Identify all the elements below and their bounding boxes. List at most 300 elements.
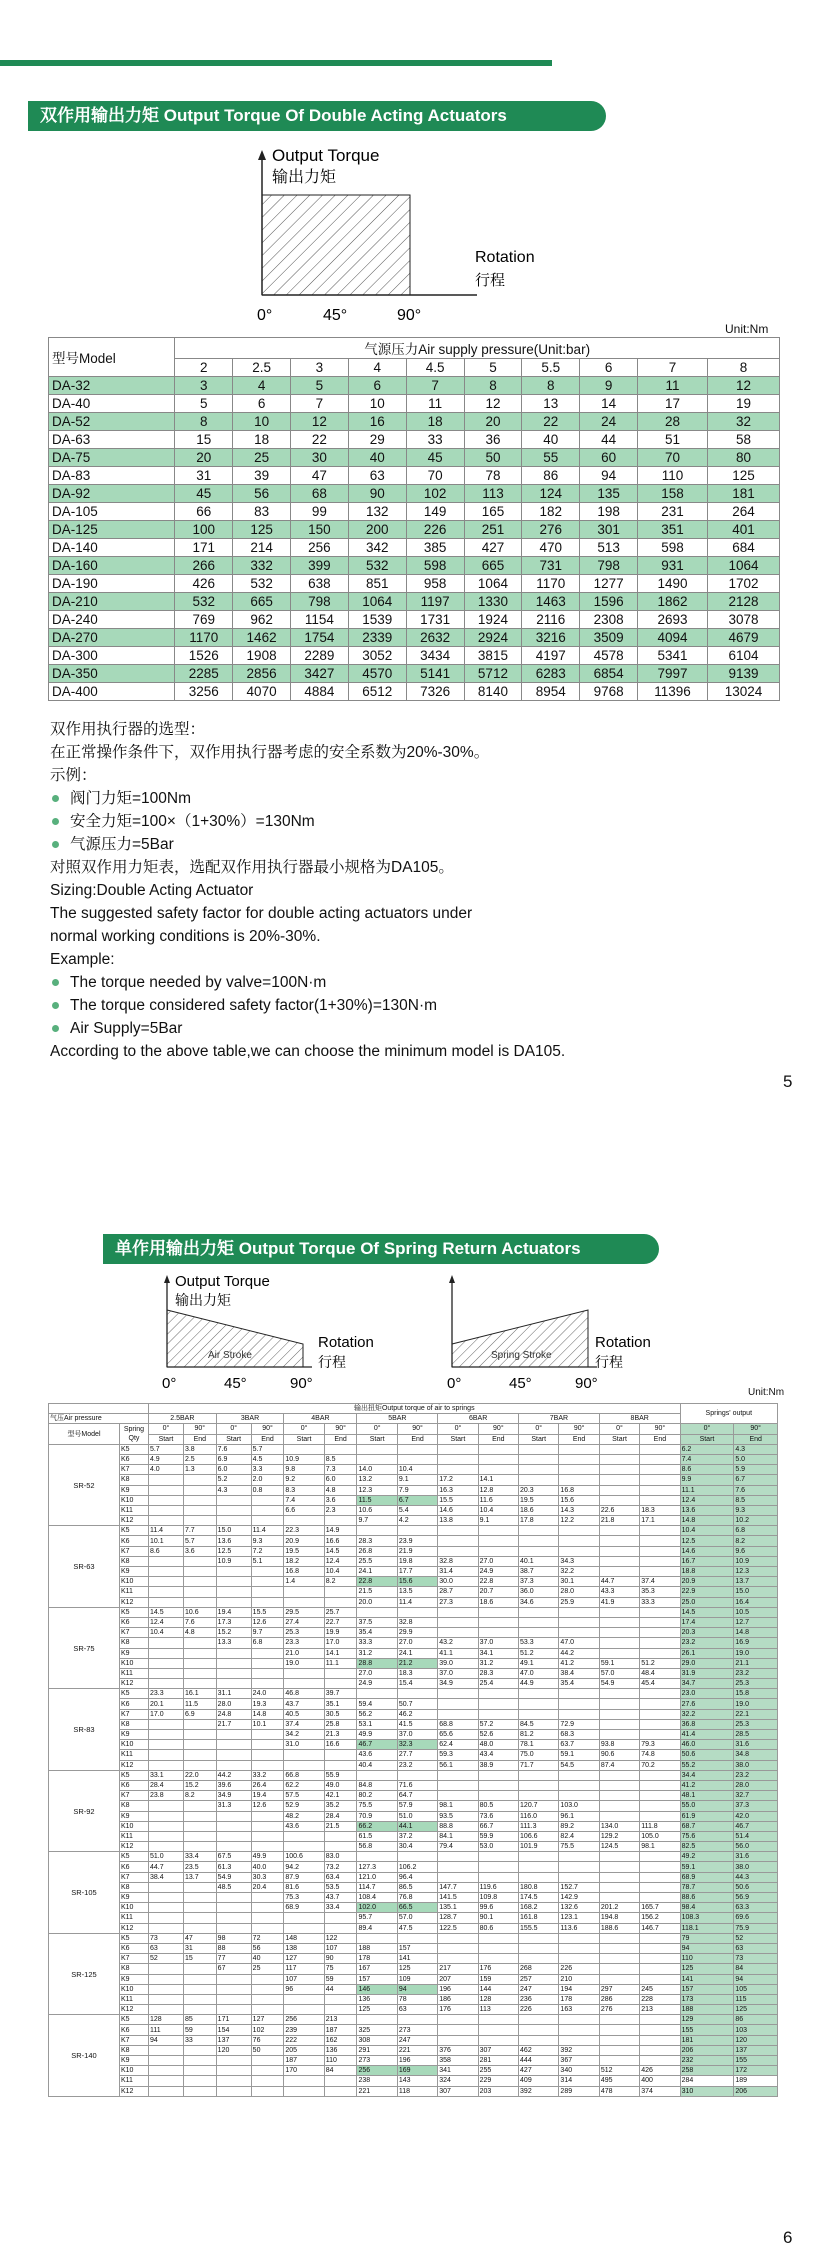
torque-cell: 25.9 xyxy=(559,1597,599,1607)
torque-cell: 239 xyxy=(284,2025,324,2035)
torque-cell: 45 xyxy=(406,449,464,467)
torque-cell: 15.4 xyxy=(397,1679,437,1689)
model-cell: SR-140 xyxy=(49,2015,120,2097)
tick-45: 45° xyxy=(224,1375,247,1392)
torque-cell: 18.3 xyxy=(640,1505,680,1515)
spring-output-cell: 10.5 xyxy=(734,1607,778,1617)
torque-cell xyxy=(438,2015,478,2025)
torque-cell xyxy=(183,1485,216,1495)
torque-cell xyxy=(640,1943,680,1953)
table-row xyxy=(49,1597,778,1607)
torque-cell: 25.8 xyxy=(324,1719,357,1729)
torque-cell: 7.4 xyxy=(284,1495,324,1505)
torque-cell: 18.6 xyxy=(478,1597,518,1607)
table-row xyxy=(49,2035,778,2045)
spring-output-cell: 38.0 xyxy=(734,1760,778,1770)
torque-cell: 102.0 xyxy=(357,1903,397,1913)
torque-cell xyxy=(284,1444,324,1454)
torque-cell xyxy=(148,1679,183,1689)
spring-output-cell: 103 xyxy=(734,2025,778,2035)
torque-cell xyxy=(599,1689,639,1699)
pressure-col-header: 4.5 xyxy=(406,359,464,377)
spring-output-cell: 68.9 xyxy=(680,1872,734,1882)
torque-cell: 10 xyxy=(348,395,406,413)
torque-cell: 409 xyxy=(519,2076,559,2086)
model-cell: DA-400 xyxy=(49,683,175,701)
torque-cell xyxy=(251,1516,284,1526)
torque-cell xyxy=(183,1577,216,1587)
torque-cell: 82.4 xyxy=(559,1831,599,1841)
table-row xyxy=(49,1842,778,1852)
spring-output-cell: 7.4 xyxy=(680,1454,734,1464)
table-row xyxy=(49,1648,778,1658)
torque-cell: 48.2 xyxy=(284,1811,324,1821)
torque-cell: 169 xyxy=(397,2066,437,2076)
torque-cell: 100 xyxy=(175,521,233,539)
spring-qty-cell: K8 xyxy=(119,1964,148,1974)
torque-cell: 25 xyxy=(233,449,291,467)
torque-cell xyxy=(216,1648,251,1658)
model-cell: DA-190 xyxy=(49,575,175,593)
torque-cell: 68 xyxy=(291,485,349,503)
torque-cell: 54.5 xyxy=(559,1760,599,1770)
torque-cell xyxy=(438,2035,478,2045)
torque-cell: 73.6 xyxy=(478,1811,518,1821)
torque-cell: 25.5 xyxy=(357,1556,397,1566)
torque-cell xyxy=(251,1974,284,1984)
torque-cell: 196 xyxy=(438,1984,478,1994)
torque-cell: 144 xyxy=(478,1984,518,1994)
torque-cell xyxy=(478,1872,518,1882)
model-cell: SR-75 xyxy=(49,1607,120,1689)
table-row xyxy=(49,377,780,395)
torque-cell: 28.3 xyxy=(478,1668,518,1678)
torque-cell: 63.4 xyxy=(324,1872,357,1882)
spring-qty-cell: K9 xyxy=(119,1974,148,1984)
torque-cell xyxy=(148,1923,183,1933)
torque-cell: 68.3 xyxy=(559,1730,599,1740)
start-end-header: Start xyxy=(680,1434,734,1444)
torque-cell: 81.2 xyxy=(519,1730,559,1740)
torque-cell: 90.6 xyxy=(599,1750,639,1760)
torque-cell: 21.7 xyxy=(216,1719,251,1729)
spring-qty-cell: K6 xyxy=(119,2025,148,2035)
torque-cell: 512 xyxy=(599,2066,639,2076)
torque-cell: 16.6 xyxy=(324,1740,357,1750)
spring-qty-cell: K12 xyxy=(119,1760,148,1770)
torque-cell: 63 xyxy=(348,467,406,485)
start-end-header: Start xyxy=(148,1434,183,1444)
torque-cell: 40 xyxy=(251,1954,284,1964)
table-row xyxy=(49,2015,778,2025)
torque-cell: 23.5 xyxy=(183,1862,216,1872)
torque-cell: 34.1 xyxy=(478,1648,518,1658)
torque-cell: 32.2 xyxy=(559,1567,599,1577)
torque-cell xyxy=(519,1699,559,1709)
torque-cell: 3052 xyxy=(348,647,406,665)
torque-cell xyxy=(148,1658,183,1668)
torque-cell: 59.1 xyxy=(599,1658,639,1668)
spring-output-cell: 157 xyxy=(680,1984,734,1994)
torque-cell: 142.9 xyxy=(559,1893,599,1903)
torque-cell xyxy=(519,1607,559,1617)
torque-cell: 28 xyxy=(638,413,708,431)
torque-cell: 8.2 xyxy=(324,1577,357,1587)
torque-cell xyxy=(251,2005,284,2015)
spring-qty-cell: K5 xyxy=(119,1526,148,1536)
torque-cell: 20 xyxy=(464,413,522,431)
torque-cell: 30 xyxy=(291,449,349,467)
torque-cell: 6512 xyxy=(348,683,406,701)
spring-output-cell: 41.2 xyxy=(680,1780,734,1790)
torque-cell: 14.0 xyxy=(357,1465,397,1475)
spring-output-cell: 129 xyxy=(680,2015,734,2025)
torque-cell xyxy=(148,1984,183,1994)
torque-cell xyxy=(148,2056,183,2066)
torque-cell: 21.0 xyxy=(284,1648,324,1658)
model-cell: DA-40 xyxy=(49,395,175,413)
degree-header: 0° xyxy=(216,1424,251,1434)
torque-cell: 214 xyxy=(233,539,291,557)
torque-cell: 37.3 xyxy=(519,1577,559,1587)
torque-cell xyxy=(216,1994,251,2004)
torque-cell: 276 xyxy=(599,2005,639,2015)
torque-cell xyxy=(216,1974,251,1984)
torque-cell xyxy=(251,1587,284,1597)
torque-cell: 163 xyxy=(559,2005,599,2015)
torque-cell xyxy=(519,2015,559,2025)
torque-cell: 125 xyxy=(233,521,291,539)
torque-cell xyxy=(478,1943,518,1953)
spring-qty-cell: K5 xyxy=(119,1444,148,1454)
torque-cell xyxy=(559,1689,599,1699)
torque-cell xyxy=(599,1556,639,1566)
torque-cell: 161.8 xyxy=(519,1913,559,1923)
spring-qty-cell: K10 xyxy=(119,1740,148,1750)
torque-cell xyxy=(216,1831,251,1841)
torque-cell: 53.1 xyxy=(357,1719,397,1729)
torque-cell: 6.7 xyxy=(397,1495,437,1505)
torque-cell xyxy=(251,2056,284,2066)
torque-cell: 13 xyxy=(522,395,580,413)
torque-cell: 65.6 xyxy=(438,1730,478,1740)
table-row xyxy=(49,1526,778,1536)
torque-cell: 1731 xyxy=(406,611,464,629)
torque-cell: 27.0 xyxy=(397,1638,437,1648)
torque-cell: 32.8 xyxy=(438,1556,478,1566)
torque-cell xyxy=(519,1770,559,1780)
torque-cell xyxy=(438,1954,478,1964)
torque-cell xyxy=(183,1974,216,1984)
torque-cell: 157 xyxy=(397,1943,437,1953)
torque-cell: 49.1 xyxy=(519,1658,559,1668)
spring-output-cell: 19.0 xyxy=(734,1648,778,1658)
en-safety-line-1: The suggested safety factor for double acting actuators under xyxy=(50,905,473,922)
torque-cell xyxy=(438,1454,478,1464)
double-acting-torque-table xyxy=(48,337,780,701)
torque-cell: 59.3 xyxy=(438,1750,478,1760)
torque-cell xyxy=(251,1577,284,1587)
table-row xyxy=(49,1699,778,1709)
torque-cell: 22.8 xyxy=(357,1577,397,1587)
torque-cell: 31.0 xyxy=(284,1740,324,1750)
torque-cell xyxy=(519,1852,559,1862)
model-cell: SR-125 xyxy=(49,1933,120,2015)
torque-cell: 11.6 xyxy=(478,1495,518,1505)
torque-cell: 513 xyxy=(580,539,638,557)
spring-output-cell: 172 xyxy=(734,2066,778,2076)
torque-cell xyxy=(148,1811,183,1821)
pressure-col-header: 5BAR xyxy=(357,1414,438,1424)
torque-cell xyxy=(640,1811,680,1821)
torque-cell: 70.2 xyxy=(640,1760,680,1770)
spring-output-cell: 55.2 xyxy=(680,1760,734,1770)
spring-qty-cell: K5 xyxy=(119,1933,148,1943)
torque-cell: 28.4 xyxy=(148,1780,183,1790)
spring-qty-label: Spring Qty xyxy=(119,1424,148,1444)
torque-cell: 798 xyxy=(291,593,349,611)
torque-cell: 59 xyxy=(324,1974,357,1984)
spring-output-cell: 155 xyxy=(680,2025,734,2035)
spring-output-cell: 36.8 xyxy=(680,1719,734,1729)
torque-cell xyxy=(397,1444,437,1454)
torque-cell: 6.0 xyxy=(324,1475,357,1485)
model-cell: DA-140 xyxy=(49,539,175,557)
spring-output-cell: 46.0 xyxy=(680,1740,734,1750)
start-end-header: End xyxy=(734,1434,778,1444)
torque-cell: 4.8 xyxy=(183,1628,216,1638)
table-row xyxy=(49,1536,778,1546)
torque-cell: 14.5 xyxy=(324,1546,357,1556)
torque-cell xyxy=(519,1475,559,1485)
torque-cell xyxy=(216,1913,251,1923)
torque-cell xyxy=(599,1444,639,1454)
torque-cell: 122 xyxy=(324,1933,357,1943)
torque-cell: 1526 xyxy=(175,647,233,665)
spring-output-cell: 141 xyxy=(680,1974,734,1984)
torque-cell: 213 xyxy=(324,2015,357,2025)
spring-stroke-label: Spring Stroke xyxy=(491,1350,552,1361)
torque-cell: 26.8 xyxy=(357,1546,397,1556)
torque-cell: 127 xyxy=(284,1954,324,1964)
torque-cell: 19 xyxy=(708,395,780,413)
torque-cell xyxy=(599,1943,639,1953)
torque-cell: 87.4 xyxy=(599,1760,639,1770)
torque-cell: 231 xyxy=(638,503,708,521)
torque-cell: 56.2 xyxy=(357,1709,397,1719)
torque-cell xyxy=(216,1984,251,1994)
torque-cell: 392 xyxy=(559,2045,599,2055)
torque-cell: 84 xyxy=(324,2066,357,2076)
torque-cell: 146.7 xyxy=(640,1923,680,1933)
torque-cell: 54.9 xyxy=(599,1679,639,1689)
torque-cell: 374 xyxy=(640,2086,680,2096)
spring-qty-cell: K8 xyxy=(119,1475,148,1485)
table-row xyxy=(49,2005,778,2015)
spring-output-cell: 23.0 xyxy=(680,1689,734,1699)
spring-qty-cell: K9 xyxy=(119,2056,148,2066)
degree-header: 0° xyxy=(599,1424,639,1434)
torque-cell: 8 xyxy=(522,377,580,395)
torque-cell: 15.6 xyxy=(397,1577,437,1587)
torque-cell: 86 xyxy=(522,467,580,485)
torque-cell: 47.5 xyxy=(397,1923,437,1933)
torque-cell xyxy=(251,1760,284,1770)
torque-cell: 6104 xyxy=(708,647,780,665)
spring-output-cell: 15.8 xyxy=(734,1689,778,1699)
torque-cell xyxy=(183,1760,216,1770)
table-row xyxy=(49,431,780,449)
torque-cell xyxy=(357,1607,397,1617)
torque-cell: 33 xyxy=(183,2035,216,2045)
spring-output-cell: 5.9 xyxy=(734,1465,778,1475)
torque-cell: 203 xyxy=(478,2086,518,2096)
torque-cell: 49.0 xyxy=(324,1780,357,1790)
torque-cell xyxy=(519,1709,559,1719)
torque-cell: 50 xyxy=(464,449,522,467)
table-row xyxy=(49,665,780,683)
torque-cell: 10.4 xyxy=(478,1505,518,1515)
torque-cell: 39.7 xyxy=(324,1689,357,1699)
torque-cell: 18.2 xyxy=(284,1556,324,1566)
spring-output-cell: 25.0 xyxy=(680,1597,734,1607)
start-end-header: Start xyxy=(216,1434,251,1444)
torque-cell: 34.9 xyxy=(216,1791,251,1801)
torque-cell: 5.7 xyxy=(251,1444,284,1454)
torque-cell: 21.3 xyxy=(324,1730,357,1740)
torque-cell xyxy=(183,2045,216,2055)
table-row xyxy=(49,593,780,611)
torque-cell: 1277 xyxy=(580,575,638,593)
table-row xyxy=(49,521,780,539)
torque-cell: 769 xyxy=(175,611,233,629)
spring-output-cell: 14.8 xyxy=(680,1516,734,1526)
torque-cell: 52 xyxy=(148,1954,183,1964)
torque-cell xyxy=(478,2025,518,2035)
torque-cell: 4.2 xyxy=(397,1516,437,1526)
torque-cell: 40.1 xyxy=(519,1556,559,1566)
spring-qty-cell: K10 xyxy=(119,1495,148,1505)
torque-cell: 255 xyxy=(478,2066,518,2076)
torque-cell xyxy=(397,1689,437,1699)
torque-cell: 16.3 xyxy=(438,1485,478,1495)
torque-cell: 137 xyxy=(216,2035,251,2045)
torque-cell: 96.4 xyxy=(397,1872,437,1882)
torque-cell xyxy=(324,1668,357,1678)
torque-cell xyxy=(599,1872,639,1882)
start-end-header: Start xyxy=(438,1434,478,1444)
torque-cell: 74.8 xyxy=(640,1750,680,1760)
torque-cell xyxy=(216,1679,251,1689)
spring-return-spring-stroke-diagram xyxy=(435,1272,675,1400)
torque-cell: 8.3 xyxy=(284,1485,324,1495)
torque-cell: 134.0 xyxy=(599,1821,639,1831)
torque-cell xyxy=(251,1811,284,1821)
torque-cell xyxy=(640,1862,680,1872)
torque-cell: 75.5 xyxy=(559,1842,599,1852)
torque-cell: 25.3 xyxy=(284,1628,324,1638)
torque-cell xyxy=(438,1536,478,1546)
torque-cell: 256 xyxy=(357,2066,397,2076)
torque-cell xyxy=(284,1597,324,1607)
torque-cell xyxy=(559,1546,599,1556)
torque-cell: 376 xyxy=(438,2045,478,2055)
torque-cell xyxy=(519,1617,559,1627)
model-cell: DA-63 xyxy=(49,431,175,449)
torque-cell: 14 xyxy=(580,395,638,413)
torque-cell: 268 xyxy=(519,1964,559,1974)
spring-output-cell: 94 xyxy=(680,1943,734,1953)
torque-cell xyxy=(216,1893,251,1903)
torque-cell: 11.1 xyxy=(324,1658,357,1668)
torque-cell: 59 xyxy=(183,2025,216,2035)
torque-cell: 16.1 xyxy=(183,1689,216,1699)
torque-cell xyxy=(640,1454,680,1464)
torque-cell: 48.4 xyxy=(640,1668,680,1678)
torque-cell: 11.4 xyxy=(148,1526,183,1536)
spring-qty-cell: K10 xyxy=(119,2066,148,2076)
torque-cell: 47.0 xyxy=(559,1638,599,1648)
spring-qty-cell: K7 xyxy=(119,1954,148,1964)
torque-cell: 22.3 xyxy=(284,1526,324,1536)
start-end-header: Start xyxy=(519,1434,559,1444)
torque-cell xyxy=(640,1495,680,1505)
torque-cell: 132.6 xyxy=(559,1903,599,1913)
torque-cell: 178 xyxy=(357,1954,397,1964)
torque-cell: 88 xyxy=(216,1943,251,1953)
torque-cell xyxy=(559,2025,599,2035)
spring-qty-cell: K5 xyxy=(119,1607,148,1617)
torque-cell xyxy=(478,1699,518,1709)
torque-cell: 37.0 xyxy=(438,1668,478,1678)
torque-cell: 3434 xyxy=(406,647,464,665)
torque-cell: 33.1 xyxy=(148,1770,183,1780)
en-bullet: The torque considered safety factor(1+30%)=130N·m xyxy=(50,994,770,1017)
torque-cell: 18 xyxy=(233,431,291,449)
torque-cell: 12.6 xyxy=(251,1801,284,1811)
torque-cell: 18.6 xyxy=(519,1505,559,1515)
table-row xyxy=(49,2076,778,2086)
torque-cell xyxy=(183,1679,216,1689)
torque-cell xyxy=(438,1546,478,1556)
torque-cell: 80 xyxy=(708,449,780,467)
torque-cell xyxy=(216,1577,251,1587)
torque-cell: 9.7 xyxy=(251,1628,284,1638)
start-end-header: End xyxy=(397,1434,437,1444)
torque-cell: 24.9 xyxy=(357,1679,397,1689)
torque-cell: 99.6 xyxy=(478,1903,518,1913)
torque-cell: 2116 xyxy=(522,611,580,629)
torque-cell: 194 xyxy=(559,1984,599,1994)
torque-cell: 1330 xyxy=(464,593,522,611)
torque-cell xyxy=(640,1730,680,1740)
tick-0: 0° xyxy=(257,307,273,324)
torque-cell xyxy=(216,1923,251,1933)
torque-cell: 71.6 xyxy=(397,1780,437,1790)
torque-cell: 44.2 xyxy=(559,1648,599,1658)
torque-cell: 399 xyxy=(291,557,349,575)
spring-output-cell: 9.9 xyxy=(680,1475,734,1485)
spring-output-cell: 34.4 xyxy=(680,1770,734,1780)
torque-cell: 251 xyxy=(464,521,522,539)
torque-cell: 37.0 xyxy=(397,1730,437,1740)
model-header: 型号Model xyxy=(49,338,175,377)
torque-cell: 30.0 xyxy=(438,1577,478,1587)
torque-cell: 124.5 xyxy=(599,1842,639,1852)
spring-output-cell: 51.4 xyxy=(734,1831,778,1841)
torque-cell: 851 xyxy=(348,575,406,593)
torque-cell: 28.7 xyxy=(438,1587,478,1597)
